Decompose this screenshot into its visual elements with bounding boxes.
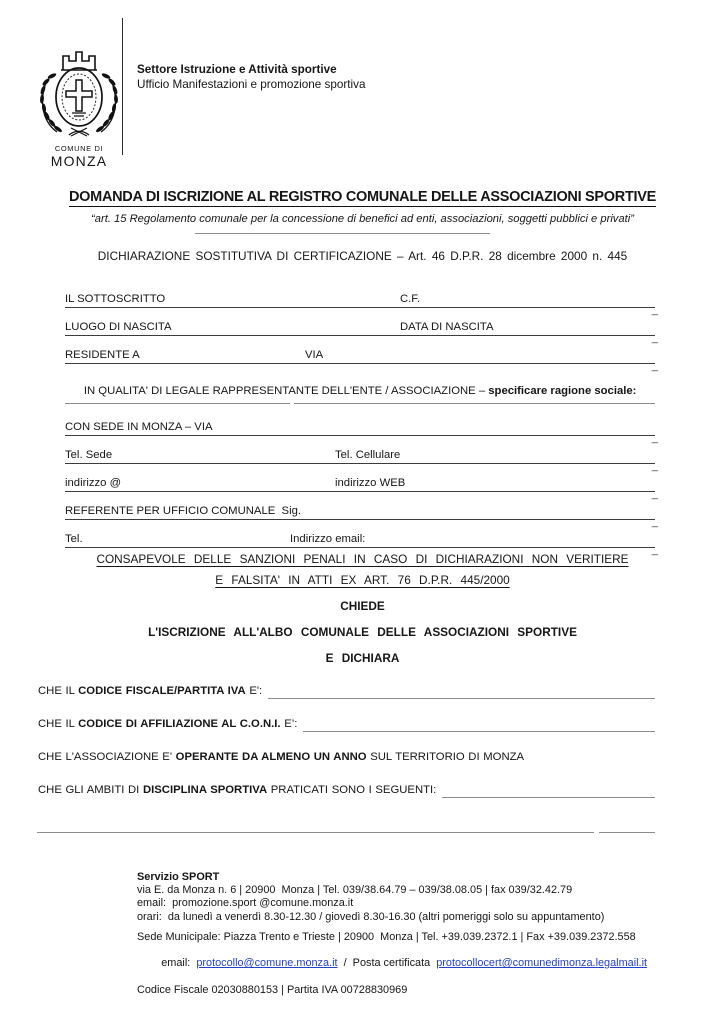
fill-line [268, 685, 655, 699]
field-label-cf: C.F. [400, 293, 421, 305]
document-subtitle: “art. 15 Regolamento comunale per la concessione di benefici ad enti, associazioni, soggetti pubblici e privati” [91, 213, 634, 225]
iscrizione-request: L'ISCRIZIONE ALL'ALBO COMUNALE DELLE ASSOCIAZIONI SPORTIVE [148, 625, 577, 639]
ragione-sociale-bold: specificare ragione sociale: [488, 385, 637, 397]
field-label-luogo-di-nascita: LUOGO DI NASCITA [65, 321, 172, 333]
form-row-residenza [65, 345, 658, 372]
statements-block [38, 685, 655, 817]
line-wrap-mark: _ [651, 488, 658, 500]
statement-text: E’: [280, 718, 302, 730]
footer [137, 871, 697, 997]
department-line2: Ufficio Manifestazioni e promozione sportiva [137, 78, 366, 91]
field-label-email: Indirizzo email: [290, 533, 366, 545]
line-wrap-mark: _ [651, 332, 658, 344]
subtitle-rule [195, 233, 490, 234]
form-row-referente [65, 501, 658, 528]
statement-text: CHE L'ASSOCIAZIONE E' [38, 751, 176, 763]
footer-municipal-email-line [137, 944, 697, 984]
statement-bold: OPERANTE DA ALMENO UN ANNO [175, 751, 367, 763]
form-row-sottoscritto [65, 289, 658, 316]
footer-service-address: via E. da Monza n. 6 | 20900 Monza | Tel. 039/38.64.79 – 039/38.08.05 | fax 039/32.42.79 [137, 884, 573, 897]
field-label-con-sede: CON SEDE IN MONZA – VIA [65, 421, 213, 433]
fill-line-segment [599, 832, 655, 833]
footer-pec-label: / Posta certificata [337, 957, 437, 970]
footer-service-hours: orari: da lunedì a venerdì 8.30-12.30 / giovedì 8.30-16.30 (altri pomeriggi solo su appuntamento) [137, 910, 605, 923]
field-label-indirizzo-web: indirizzo WEB [335, 477, 406, 489]
fill-line [442, 784, 655, 798]
field-label-il-sottoscritto: IL SOTTOSCRITTO [65, 293, 166, 305]
footer-service-title: Servizio SPORT [137, 871, 220, 883]
field-label-tel-sede: Tel. Sede [65, 449, 113, 461]
field-label-data-di-nascita: DATA DI NASCITA [400, 321, 494, 333]
footer-fiscal-codes: Codice Fiscale 02030880153 | Partita IVA 00728830969 [137, 983, 408, 996]
form-fields [65, 289, 658, 557]
statement-bold: CODICE DI AFFILIAZIONE AL C.O.N.I. [78, 718, 281, 730]
statement-text: CHE IL [38, 718, 79, 730]
footer-municipal-address: Sede Municipale: Piazza Trento e Trieste | 20900 Monza | Tel. +39.039.2372.1 | Fax +39.039.2372.558 [137, 930, 636, 943]
field-label-referente: REFERENTE PER UFFICIO COMUNALE Sig. [65, 505, 302, 517]
statement-text: CHE IL [38, 685, 79, 697]
line-wrap-mark: _ [651, 544, 658, 556]
statement-bold: DISCIPLINA SPORTIVA [142, 784, 268, 796]
statement-text: E': [245, 685, 266, 697]
logo-caption-monza: MONZA [50, 153, 108, 169]
header-divider [122, 18, 123, 155]
statement-codice-fiscale [38, 685, 655, 701]
form-row-sede [65, 417, 658, 444]
field-label-indirizzo-email: indirizzo @ [65, 477, 122, 489]
fill-line-segment [65, 403, 290, 405]
logo-caption-comune-di: COMUNE DI [54, 144, 104, 153]
line-wrap-mark: _ [651, 304, 658, 316]
coat-of-arms-icon [35, 44, 123, 138]
department-header [137, 62, 365, 92]
statement-discipline [38, 784, 655, 800]
line-wrap-mark: _ [651, 460, 658, 472]
statement-operante [38, 751, 655, 767]
statement-codice-coni [38, 718, 655, 734]
protocollo-email-link[interactable]: protocollo@comune.monza.it [196, 957, 338, 970]
fill-line-segment [294, 403, 655, 405]
field-label-via: VIA [305, 349, 324, 361]
statement-bold: CODICE FISCALE/PARTITA IVA [78, 685, 246, 697]
footer-email-label: email: [161, 957, 197, 970]
dichiara-heading: E DICHIARA [325, 651, 400, 665]
department-line1: Settore Istruzione e Attività sportive [137, 63, 337, 76]
form-row-tel-email [65, 529, 658, 556]
form-row-qualita [65, 373, 655, 397]
form-row-telefoni [65, 445, 658, 472]
line-wrap-mark: _ [651, 360, 658, 372]
field-label-tel-cellulare: Tel. Cellulare [335, 449, 401, 461]
line-wrap-mark: _ [651, 516, 658, 528]
pec-email-link[interactable]: protocollocert@comunedimonza.legalmail.it [436, 957, 648, 970]
declaration-heading: DICHIARAZIONE SOSTITUTIVA DI CERTIFICAZIONE – Art. 46 D.P.R. 28 dicembre 2000 n. 445 [97, 249, 628, 263]
form-row-nascita [65, 317, 658, 344]
monza-logo [33, 44, 125, 169]
penalty-line1: CONSAPEVOLE DELLE SANZIONI PENALI IN CASO DI DICHIARAZIONI NON VERITIERE [96, 552, 629, 566]
fill-line-segment [37, 832, 594, 833]
document-title: DOMANDA DI ISCRIZIONE AL REGISTRO COMUNALE DELLE ASSOCIAZIONI SPORTIVE [69, 189, 656, 205]
statement-text: SUL TERRITORIO DI MONZA [366, 751, 525, 763]
penalty-line2: E FALSITA' IN ATTI EX ART. 76 D.P.R. 445/2000 [215, 573, 510, 587]
footer-service-email: email: promozione.sport @comune.monza.it [137, 897, 354, 910]
chiede-heading: CHIEDE [340, 599, 385, 613]
line-wrap-mark: _ [651, 432, 658, 444]
statement-text: CHE GLI AMBITI DI [38, 784, 143, 796]
field-label-residente-a: RESIDENTE A [65, 349, 140, 361]
fill-line [303, 718, 655, 732]
field-label-tel: Tel. [65, 533, 83, 545]
legale-rappresentante-text: IN QUALITA' DI LEGALE RAPPRESENTANTE DELL'ENTE / ASSOCIAZIONE – [83, 385, 489, 397]
penalty-declaration-block [0, 552, 725, 665]
statement-text: PRATICATI SONO I SEGUENTI: [267, 784, 440, 796]
form-row-indirizzi [65, 473, 658, 500]
discipline-continuation-line [37, 832, 655, 833]
blank-fill-line [65, 403, 655, 405]
